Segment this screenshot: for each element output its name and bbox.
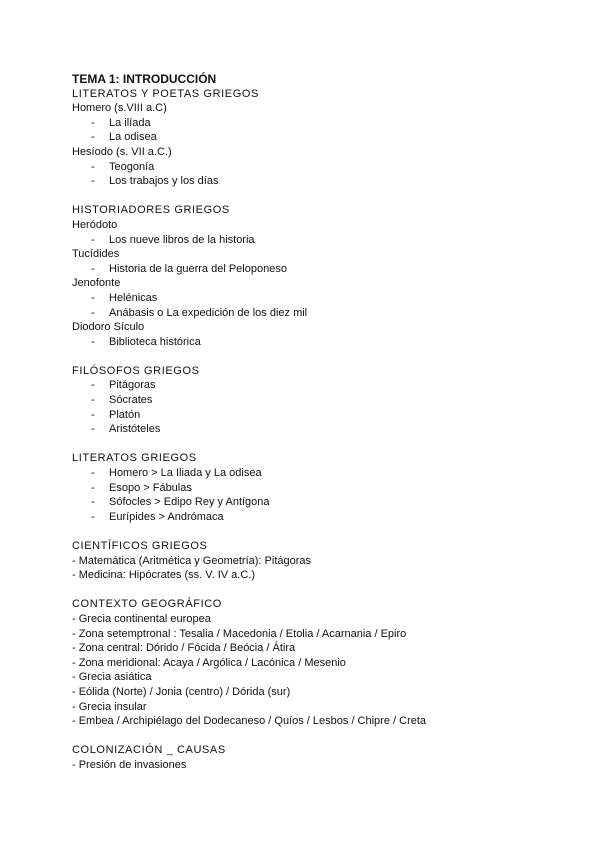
bullet-dash: - [91,423,95,436]
section-heading: CONTEXTO GEOGRÁFICO [72,598,222,611]
bullet-text: Esopo > Fábulas [109,481,192,494]
bullet-dash: - [91,481,95,494]
bullet-item [72,174,572,189]
bullet-item [72,408,572,423]
bullet-item [72,262,572,277]
bullet-dash: - [91,496,95,509]
section-spacer [72,189,572,204]
text-line: - Grecia continental europea [72,612,211,625]
bullet-item [72,510,572,525]
bullet-item [72,233,572,248]
bullet-text: Sófocles > Edipo Rey y Antígona [109,496,270,509]
section-heading: CIENTÍFICOS GRIEGOS [72,540,208,552]
bullet-dash: - [91,467,95,480]
bullet-item [72,422,572,437]
bullet-item [72,335,572,350]
bullet-item [72,466,572,481]
bullet-text: Eurípides > Andrómaca [109,510,224,523]
section-spacer [72,524,572,539]
bullet-text: Historia de la guerra del Peloponeso [109,262,287,275]
section-heading: HISTORIADORES GRIEGOS [72,204,230,217]
bullet-dash: - [91,160,95,173]
bullet-text: La odisea [109,131,157,144]
text-line: - Grecia asiática [72,671,152,684]
section-heading: LITERATOS GRIEGOS [72,452,197,465]
bullet-text: Biblioteca histórica [109,335,201,348]
bullet-item [72,393,572,408]
bullet-text: Los trabajos y los días [109,175,219,188]
page-title: TEMA 1: INTRODUCCIÓN [72,72,217,86]
bullet-dash: - [91,394,95,407]
bullet-text: Platón [109,408,141,421]
bullet-dash: - [91,262,95,275]
bullet-text: Pitágoras [109,379,156,392]
bullet-text: Anábasis o La expedición de los diez mil [109,306,308,319]
bullet-item [72,130,572,145]
text-line: - Matemática (Aritmética y Geometría): Pitágoras [72,554,312,567]
bullet-dash: - [91,131,95,144]
bullet-dash: - [91,233,95,246]
group-label: Heródoto [72,218,118,231]
text-line: - Grecia insular [72,700,147,713]
group-label: Tucídides [72,248,120,261]
bullet-item [72,481,572,496]
bullet-item [72,160,572,175]
bullet-item [72,378,572,393]
bullet-text: Teogonía [109,160,155,173]
bullet-dash: - [91,175,95,188]
group-label: Jenofonte [72,277,121,290]
group-label: Homero (s.VIII a.C) [72,102,167,115]
text-line: - Zona meridional: Acaya / Argólica / Lacónica / Mesenio [72,656,346,669]
group-label: Hesíodo (s. VII a.C.) [72,145,172,158]
text-line: - Presión de invasiones [72,758,187,771]
section-spacer [72,729,572,744]
bullet-text: La ilíada [109,116,151,129]
bullet-text: Aristóteles [109,423,161,436]
bullet-item [72,116,572,131]
section-heading: COLONIZACIÓN _ CAUSAS [72,744,226,757]
group-label: Diodoro Sículo [72,321,145,334]
text-line: - Embea / Archipiélago del Dodecaneso / Quíos / Lesbos / Chipre / Creta [72,715,427,728]
bullet-dash: - [91,408,95,421]
bullet-item [72,291,572,306]
text-line: - Medicina: Hipócrates (ss. V. IV a.C.) [72,569,255,582]
bullet-dash: - [91,306,95,319]
bullet-dash: - [91,291,95,304]
text-line: - Zona central: Dórido / Fócida / Beócia / Átira [72,642,296,655]
bullet-item [72,306,572,321]
bullet-dash: - [91,116,95,129]
bullet-text: Helénicas [109,291,158,304]
bullet-dash: - [91,379,95,392]
document-content [72,72,572,773]
bullet-dash: - [91,335,95,348]
section-heading: LITERATOS Y POETAS GRIEGOS [72,87,259,100]
bullet-text: Homero > La Iliada y La odisea [109,467,262,480]
section-spacer [72,349,572,364]
bullet-text: Sócrates [109,394,153,407]
bullet-dash: - [91,510,95,523]
section-spacer [72,437,572,452]
text-line: - Zona setemptronal : Tesalia / Macedonia / Etolia / Acarnania / Epiro [72,627,407,640]
section-spacer [72,583,572,598]
section-heading: FILÓSOFOS GRIEGOS [72,364,200,377]
bullet-text: Los nueve libros de la historia [109,233,255,246]
text-line: - Eólida (Norte) / Jonia (centro) / Dórida (sur) [72,685,291,698]
bullet-item [72,495,572,510]
